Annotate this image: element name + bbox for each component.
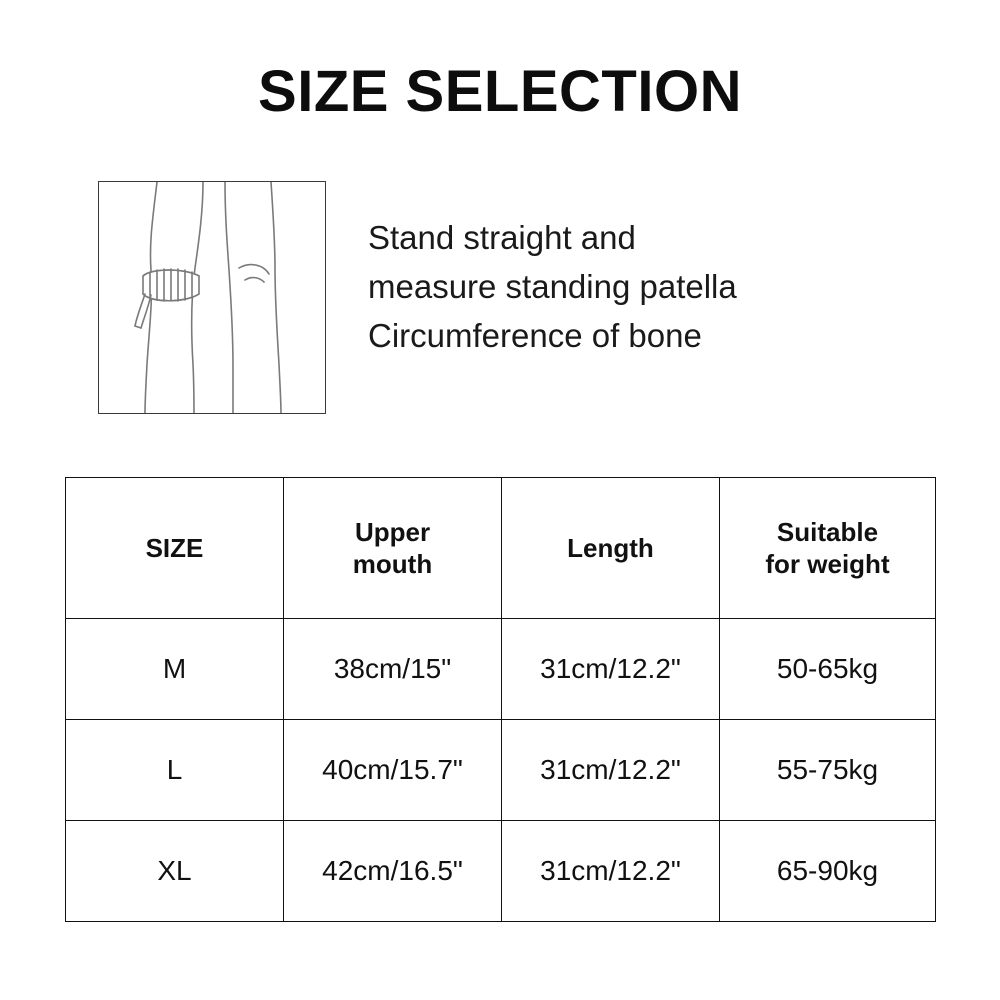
leg-measure-icon bbox=[99, 182, 325, 413]
cell-length: 31cm/12.2" bbox=[502, 821, 720, 922]
column-header-weight bbox=[720, 478, 936, 619]
size-chart-table bbox=[65, 477, 936, 922]
instruction-line-3: Circumference of bone bbox=[368, 316, 702, 354]
instruction-line-1: Stand straight and bbox=[368, 219, 636, 256]
column-header-upper-mouth-line1: Upper bbox=[354, 516, 431, 547]
table-row bbox=[66, 619, 936, 720]
cell-upper-mouth: 42cm/16.5" bbox=[284, 821, 502, 922]
column-header-length bbox=[502, 478, 720, 619]
column-header-length-line1: Length bbox=[567, 532, 654, 563]
leg-measure-illustration bbox=[98, 181, 326, 414]
column-header-weight-line1: Suitable bbox=[776, 516, 879, 547]
column-header-upper-mouth bbox=[284, 478, 502, 619]
table-header bbox=[66, 478, 936, 619]
page-title: SIZE SELECTION bbox=[258, 59, 742, 124]
table-row bbox=[66, 720, 936, 821]
measure-instructions-row bbox=[98, 181, 928, 416]
instruction-line-2: measure standing patella bbox=[368, 267, 737, 305]
cell-size: M bbox=[66, 619, 284, 720]
column-header-size bbox=[66, 478, 284, 619]
cell-weight: 65-90kg bbox=[720, 821, 936, 922]
table-row bbox=[66, 821, 936, 922]
cell-size: XL bbox=[66, 821, 284, 922]
column-header-upper-mouth-line2: mouth bbox=[352, 549, 433, 579]
cell-length: 31cm/12.2" bbox=[502, 720, 720, 821]
cell-length: 31cm/12.2" bbox=[502, 619, 720, 720]
cell-size: L bbox=[66, 720, 284, 821]
cell-weight: 55-75kg bbox=[720, 720, 936, 821]
table-header-row bbox=[66, 478, 936, 619]
column-header-size-line1: SIZE bbox=[145, 532, 204, 563]
measure-instructions-text bbox=[368, 214, 928, 360]
column-header-weight-line2: for weight bbox=[765, 549, 890, 579]
cell-upper-mouth: 38cm/15" bbox=[284, 619, 502, 720]
cell-upper-mouth: 40cm/15.7" bbox=[284, 720, 502, 821]
table-body bbox=[66, 619, 936, 922]
cell-weight: 50-65kg bbox=[720, 619, 936, 720]
